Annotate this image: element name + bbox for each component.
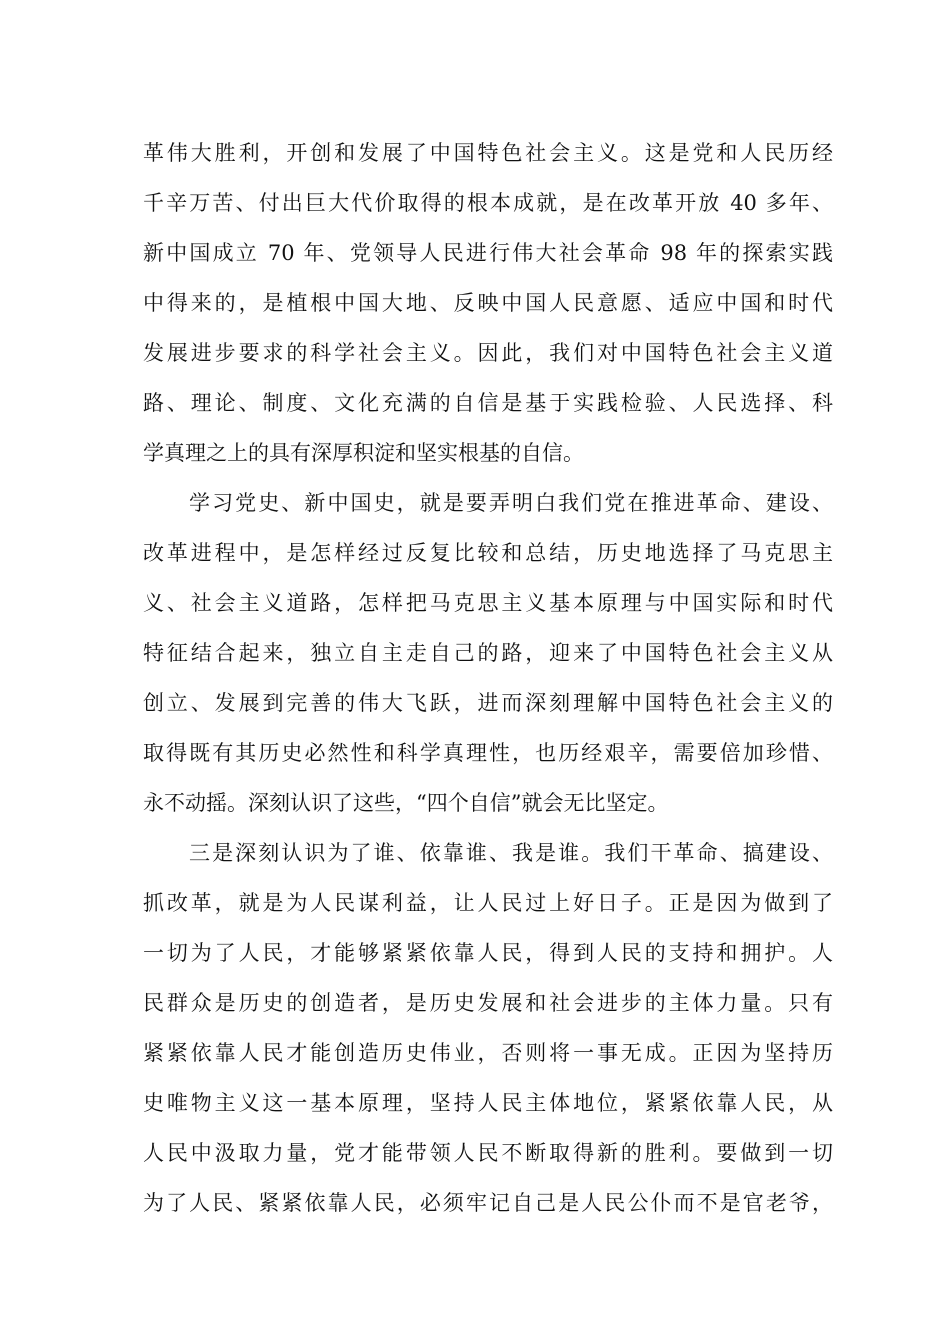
text-line: 千辛万苦、付出巨大代价取得的根本成就，是在改革开放 40 多年、 (143, 191, 833, 215)
paragraph (143, 128, 833, 478)
paragraph (143, 478, 833, 828)
text-line: 人民中汲取力量，党才能带领人民不断取得新的胜利。要做到一切 (143, 1141, 833, 1165)
text-line: 抓改革，就是为人民谋利益，让人民过上好日子。正是因为做到了 (143, 891, 833, 915)
text-line: 取得既有其历史必然性和科学真理性，也历经艰辛，需要倍加珍惜、 (143, 741, 833, 765)
text-line: 史唯物主义这一基本原理，坚持人民主体地位，紧紧依靠人民，从 (143, 1091, 833, 1115)
text-line: 三是深刻认识为了谁、依靠谁、我是谁。我们干革命、搞建设、 (189, 841, 833, 865)
text-line: 学习党史、新中国史，就是要弄明白我们党在推进革命、建设、 (189, 491, 833, 515)
text-line: 学真理之上的具有深厚积淀和坚实根基的自信。 (143, 441, 584, 465)
text-line: 中得来的，是植根中国大地、反映中国人民意愿、适应中国和时代 (143, 291, 833, 315)
text-line: 特征结合起来，独立自主走自己的路，迎来了中国特色社会主义从 (143, 641, 833, 665)
paragraph (143, 828, 833, 1228)
document-body (143, 128, 833, 1228)
text-line: 为了人民、紧紧依靠人民，必须牢记自己是人民公仆而不是官老爷， (143, 1191, 833, 1215)
text-line: 创立、发展到完善的伟大飞跃，进而深刻理解中国特色社会主义的 (143, 691, 833, 715)
text-line: 紧紧依靠人民才能创造历史伟业，否则将一事无成。正因为坚持历 (143, 1041, 833, 1065)
text-line: 革伟大胜利，开创和发展了中国特色社会主义。这是党和人民历经 (143, 141, 833, 165)
text-line: 一切为了人民，才能够紧紧依靠人民，得到人民的支持和拥护。人 (143, 941, 833, 965)
text-line: 改革进程中，是怎样经过反复比较和总结，历史地选择了马克思主 (143, 541, 833, 565)
text-line: 发展进步要求的科学社会主义。因此，我们对中国特色社会主义道 (143, 341, 833, 365)
text-line: 永不动摇。深刻认识了这些，“四个自信”就会无比坚定。 (143, 791, 669, 815)
text-line: 路、理论、制度、文化充满的自信是基于实践检验、人民选择、科 (143, 391, 833, 415)
text-line: 民群众是历史的创造者，是历史发展和社会进步的主体力量。只有 (143, 991, 833, 1015)
text-line: 新中国成立 70 年、党领导人民进行伟大社会革命 98 年的探索实践 (143, 241, 833, 265)
text-line: 义、社会主义道路，怎样把马克思主义基本原理与中国实际和时代 (143, 591, 833, 615)
